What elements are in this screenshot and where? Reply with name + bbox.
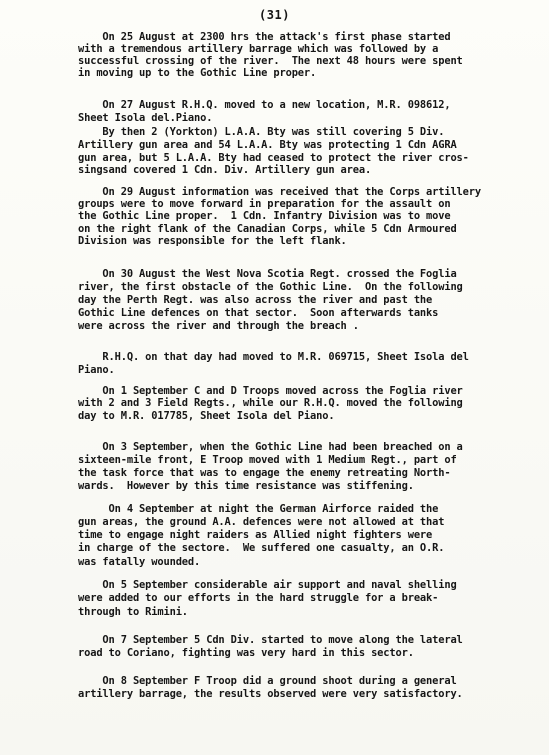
text-line: On 4 September at night the German Airforce raided the [78,503,439,515]
text-line: On 25 August at 2300 hrs the attack's first phase started [78,31,451,43]
page-number: (31) [259,8,290,22]
text-line: day to M.R. 017785, Sheet Isola del Piano. [78,410,335,422]
text-line: the Gothic Line proper. 1 Cdn. Infantry Division was to move [78,210,451,222]
text-line: On 30 August the West Nova Scotia Regt. crossed the Foglia [78,268,457,280]
text-line: sixteen-mile front, E Troop moved with 1 Medium Regt., part of [78,454,457,466]
text-line: on the right flank of the Canadian Corps, while 5 Cdn Armoured [78,223,457,235]
text-line: singsand covered 1 Cdn. Div. Artillery gun area. [78,164,372,176]
text-line: On 3 September, when the Gothic Line had been breached on a [78,441,463,453]
text-line: On 29 August information was received that the Corps artillery [78,186,481,198]
text-line: river, the first obstacle of the Gothic Line. On the following [78,281,463,293]
text-line: Division was responsible for the left flank. [78,235,347,247]
text-line: in charge of the sectore. We suffered one casualty, an O.R. [78,542,445,554]
text-line: gun area, but 5 L.A.A. Bty had ceased to protect the river cros- [78,152,469,164]
text-line: with a tremendous artillery barrage which was followed by a [78,43,439,55]
text-line: through to Rimini. [78,606,188,618]
text-line: groups were to move forward in preparation for the assault on [78,198,451,210]
text-line: were added to our efforts in the hard struggle for a break- [78,592,439,604]
text-line: Artillery gun area and 54 L.A.A. Bty was protecting 1 Cdn AGRA [78,139,457,151]
text-line: On 5 September considerable air support and naval shelling [78,579,457,591]
text-line: was fatally wounded. [78,556,201,568]
text-line: Gothic Line defences on that sector. Soon afterwards tanks [78,307,439,319]
text-line: On 27 August R.H.Q. moved to a new location, M.R. 098612, [78,99,451,111]
text-line: time to engage night raiders as Allied night fighters were [78,529,433,541]
text-line: day the Perth Regt. was also across the river and past the [78,294,433,306]
text-line: wards. However by this time resistance was stiffening. [78,480,414,492]
text-line: in moving up to the Gothic Line proper. [78,67,317,79]
text-line: were across the river and through the breach . [78,320,359,332]
text-line: On 1 September C and D Troops moved across the Foglia river [78,385,463,397]
text-line: R.H.Q. on that day had moved to M.R. 069715, Sheet Isola del [78,351,469,363]
text-line: gun areas, the ground A.A. defences were not allowed at that [78,516,445,528]
text-line: artillery barrage, the results observed were very satisfactory. [78,688,463,700]
text-line: successful crossing of the river. The next 48 hours were spent [78,55,463,67]
text-line: Sheet Isola del.Piano. [78,112,213,124]
text-line: On 7 September 5 Cdn Div. started to move along the lateral [78,634,463,646]
text-line: On 8 September F Troop did a ground shoot during a general [78,675,457,687]
text-line: the task force that was to engage the enemy retreating North- [78,467,451,479]
text-line: By then 2 (Yorkton) L.A.A. Bty was still covering 5 Div. [78,126,445,138]
text-line: Piano. [78,364,115,376]
text-line: with 2 and 3 Field Regts., while our R.H.Q. moved the following [78,397,463,409]
text-line: road to Coriano, fighting was very hard in this sector. [78,647,414,659]
